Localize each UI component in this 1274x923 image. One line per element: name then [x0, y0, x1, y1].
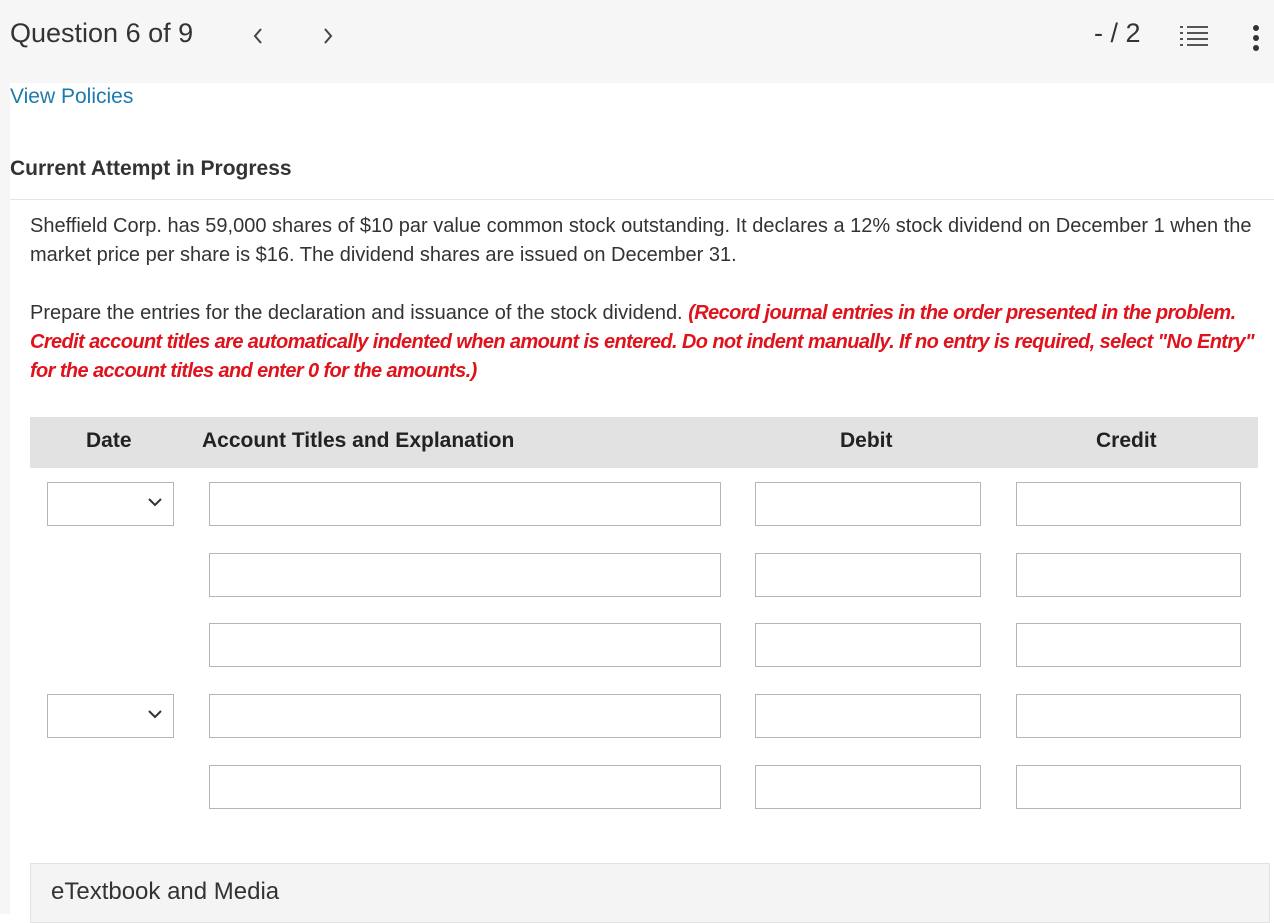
attempt-status-heading: Current Attempt in Progress: [10, 157, 292, 180]
chevron-right-icon: [322, 27, 334, 45]
instructions-main: Prepare the entries for the declaration and issuance of the stock dividend.: [30, 302, 689, 324]
problem-statement: Sheffield Corp. has 59,000 shares of $10 par value common stock outstanding. It declares a 12% stock dividend on December 1 when the market price per share is $16. The dividend shares are issued on December 31.: [30, 215, 1252, 266]
debit-input[interactable]: [755, 553, 981, 597]
account-title-input[interactable]: [209, 765, 721, 809]
previous-question-button[interactable]: [246, 22, 270, 50]
header-credit: Credit: [1096, 429, 1157, 452]
credit-input[interactable]: [1016, 694, 1241, 738]
score-display: - / 2: [1094, 18, 1141, 48]
chevron-down-icon: [147, 709, 163, 719]
chevron-left-icon: [252, 27, 264, 45]
account-title-input[interactable]: [209, 694, 721, 738]
next-question-button[interactable]: [316, 22, 340, 50]
numbered-list-icon: [1178, 24, 1212, 50]
question-counter: Question 6 of 9: [10, 18, 194, 48]
left-gutter: [0, 83, 10, 914]
debit-input[interactable]: [755, 694, 981, 738]
vertical-ellipsis-icon: [1248, 24, 1264, 52]
chevron-down-icon: [147, 497, 163, 507]
instructions: [30, 299, 1262, 386]
question-list-button[interactable]: [1178, 24, 1212, 50]
credit-input[interactable]: [1016, 482, 1241, 526]
view-policies-link[interactable]: View Policies: [10, 85, 134, 108]
instructions-note: (Record journal entries in the order presented in the problem. Credit account titles are automatically indented when amount is entered. Do not indent manually. If no entry is required, select "No Entry" for the account titles and enter 0 for the amounts.): [30, 302, 1254, 382]
debit-input[interactable]: [755, 482, 981, 526]
header-account-titles: Account Titles and Explanation: [202, 429, 515, 452]
header-date: Date: [86, 429, 132, 452]
debit-input[interactable]: [755, 765, 981, 809]
account-title-input[interactable]: [209, 482, 721, 526]
account-title-input[interactable]: [209, 623, 721, 667]
header-debit: Debit: [840, 429, 893, 452]
top-bar: [0, 0, 1274, 83]
section-divider: [10, 199, 1274, 200]
account-title-input[interactable]: [209, 553, 721, 597]
etextbook-media-label: eTextbook and Media: [51, 878, 280, 905]
date-select-entry-1[interactable]: [47, 482, 174, 526]
credit-input[interactable]: [1016, 623, 1241, 667]
date-select-entry-2[interactable]: [47, 694, 174, 738]
more-options-button[interactable]: [1248, 24, 1264, 52]
etextbook-media-section[interactable]: [30, 863, 1270, 923]
credit-input[interactable]: [1016, 553, 1241, 597]
journal-table-header: [30, 417, 1258, 468]
debit-input[interactable]: [755, 623, 981, 667]
credit-input[interactable]: [1016, 765, 1241, 809]
